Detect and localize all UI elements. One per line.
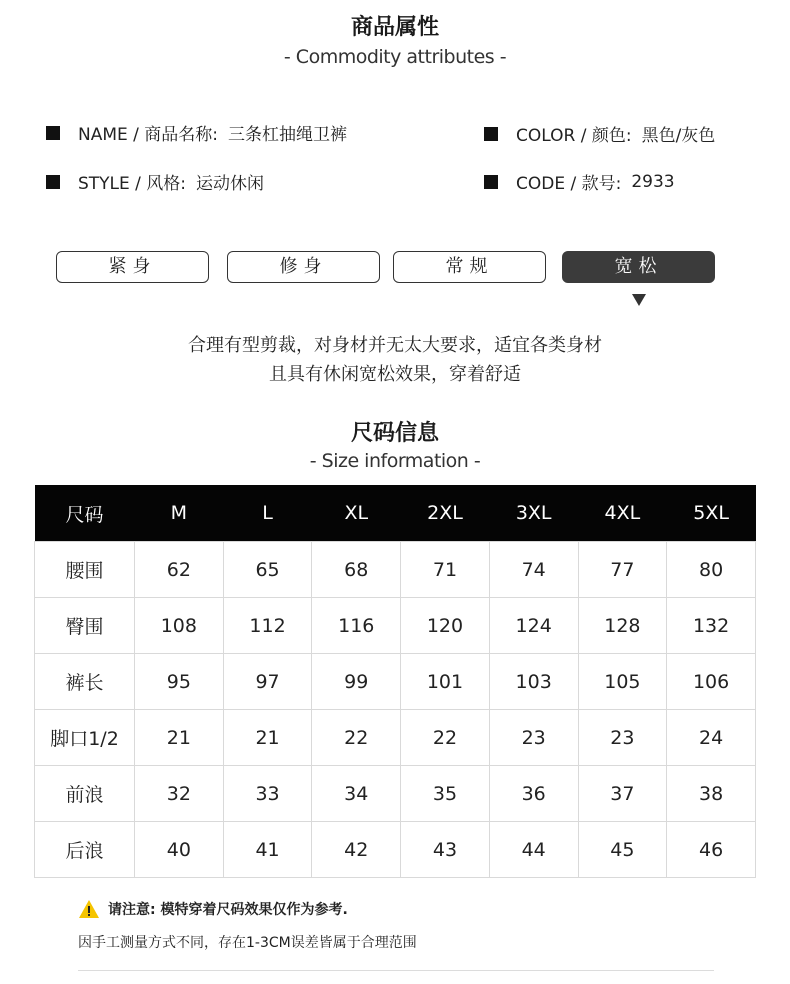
- attr-name-label: NAME / 商品名称:: [78, 125, 219, 145]
- table-cell: 128: [578, 598, 667, 654]
- table-cell: 23: [489, 710, 578, 766]
- attr-code-value: 2933: [631, 171, 675, 192]
- attr-name-value: 三条杠抽绳卫裤: [228, 125, 348, 145]
- bullet-square-icon: [484, 175, 498, 189]
- table-cell: 后浪: [35, 822, 135, 878]
- table-row: [35, 654, 756, 710]
- table-cell: 42: [312, 822, 401, 878]
- attributes-title: 商品属性: [350, 15, 439, 40]
- attr-color-label: COLOR / 颜色:: [516, 126, 632, 146]
- table-cell: 40: [135, 822, 224, 878]
- table-cell: 23: [578, 710, 667, 766]
- size-info-title: 尺码信息: [350, 421, 439, 446]
- table-cell: 95: [135, 654, 224, 710]
- table-cell: 36: [489, 766, 578, 822]
- table-cell: 34: [312, 766, 401, 822]
- selected-pointer-icon: [632, 294, 646, 306]
- header-cell: 2XL: [401, 485, 490, 542]
- table-row: [35, 542, 756, 598]
- attr-style-value: 运动休闲: [196, 174, 265, 194]
- fit-description-line1: 合理有型剪裁，对身材并无太大要求，适宜各类身材: [188, 335, 602, 356]
- divider: [78, 970, 714, 971]
- header-cell: 4XL: [578, 485, 667, 542]
- table-cell: 21: [135, 710, 224, 766]
- table-cell: 44: [489, 822, 578, 878]
- table-cell: 103: [489, 654, 578, 710]
- notice-line2: 因手工测量方式不同，存在1-3CM误差皆属于合理范围: [78, 935, 417, 951]
- notice: [78, 899, 348, 919]
- table-cell: 37: [578, 766, 667, 822]
- table-cell: 腰围: [35, 542, 135, 598]
- table-cell: 22: [312, 710, 401, 766]
- table-cell: 101: [401, 654, 490, 710]
- table-cell: 68: [312, 542, 401, 598]
- table-cell: 99: [312, 654, 401, 710]
- fit-option-tight: 紧身: [56, 251, 209, 283]
- table-cell: 21: [223, 710, 312, 766]
- table-cell: 43: [401, 822, 490, 878]
- table-cell: 80: [667, 542, 756, 598]
- notice-line1: 请注意: 模特穿着尺码效果仅作为参考.: [108, 902, 348, 918]
- warning-icon: [78, 899, 100, 919]
- header-cell: 3XL: [489, 485, 578, 542]
- table-row: [35, 766, 756, 822]
- bullet-square-icon: [484, 127, 498, 141]
- table-row: [35, 822, 756, 878]
- table-cell: 74: [489, 542, 578, 598]
- table-cell: 41: [223, 822, 312, 878]
- table-cell: 106: [667, 654, 756, 710]
- table-cell: 108: [135, 598, 224, 654]
- header-cell: M: [135, 485, 224, 542]
- table-cell: 116: [312, 598, 401, 654]
- table-row: [35, 710, 756, 766]
- header-cell: L: [223, 485, 312, 542]
- attr-color: [484, 121, 715, 146]
- table-cell: 77: [578, 542, 667, 598]
- table-cell: 46: [667, 822, 756, 878]
- attr-color-value: 黑色/灰色: [641, 126, 716, 146]
- table-cell: 33: [223, 766, 312, 822]
- table-cell: 65: [223, 542, 312, 598]
- fit-description-line2: 且具有休闲宽松效果，穿着舒适: [269, 364, 521, 385]
- table-cell: 前浪: [35, 766, 135, 822]
- attributes-subtitle: - Commodity attributes -: [283, 46, 507, 68]
- table-cell: 45: [578, 822, 667, 878]
- table-cell: 112: [223, 598, 312, 654]
- table-cell: 脚口1/2: [35, 710, 135, 766]
- table-cell: 132: [667, 598, 756, 654]
- table-row: [35, 598, 756, 654]
- size-info-subtitle: - Size information -: [309, 450, 481, 472]
- attr-style-label: STYLE / 风格:: [78, 174, 187, 194]
- table-cell: 22: [401, 710, 490, 766]
- table-cell: 臀围: [35, 598, 135, 654]
- attr-name: [46, 120, 347, 145]
- header-cell: XL: [312, 485, 401, 542]
- attr-code: [484, 169, 675, 194]
- table-cell: 97: [223, 654, 312, 710]
- table-cell: 62: [135, 542, 224, 598]
- header-cell: 5XL: [667, 485, 756, 542]
- table-cell: 32: [135, 766, 224, 822]
- table-cell: 105: [578, 654, 667, 710]
- table-cell: 24: [667, 710, 756, 766]
- header-cell: 尺码: [35, 485, 135, 542]
- fit-option-loose: 宽松: [562, 251, 715, 283]
- fit-option-regular: 常规: [393, 251, 546, 283]
- size-table-header: [35, 485, 756, 542]
- table-cell: 35: [401, 766, 490, 822]
- table-cell: 71: [401, 542, 490, 598]
- bullet-square-icon: [46, 126, 60, 140]
- table-cell: 124: [489, 598, 578, 654]
- table-cell: 38: [667, 766, 756, 822]
- attr-style: [46, 169, 264, 194]
- table-cell: 120: [401, 598, 490, 654]
- attr-code-label: CODE / 款号:: [516, 174, 622, 194]
- size-table: [34, 485, 756, 878]
- bullet-square-icon: [46, 175, 60, 189]
- table-cell: 裤长: [35, 654, 135, 710]
- fit-option-slim: 修身: [227, 251, 380, 283]
